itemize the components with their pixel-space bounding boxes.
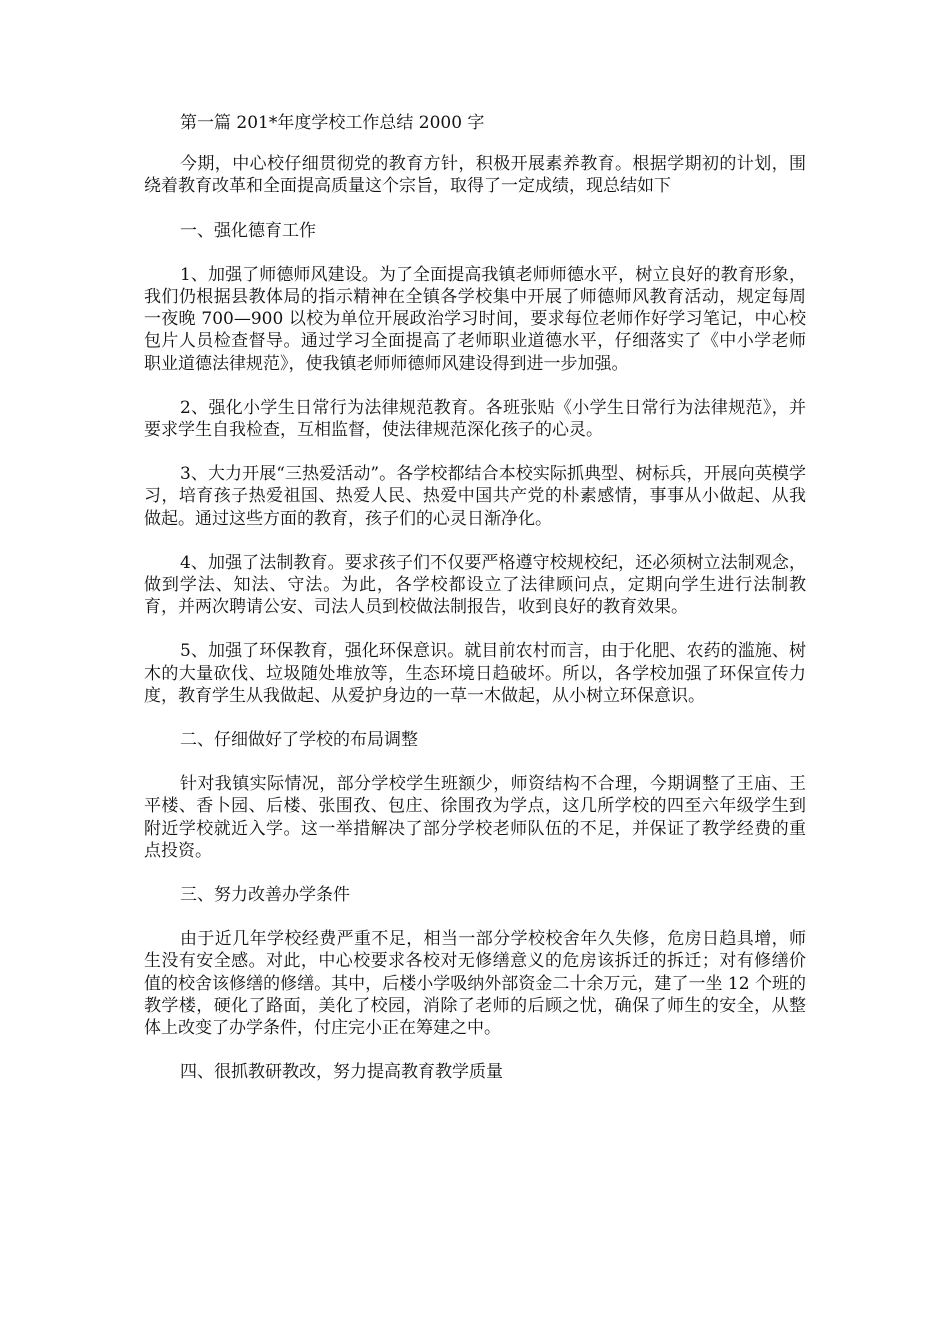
section2-body: 针对我镇实际情况，部分学校学生班额少，师资结构不合理，今期调整了王庙、王平楼、香卜园、后楼、张围孜、包庄、徐围孜为学点，这几所学校的四至六年级学生到附近学校就近入学。这一举措解决了部分学校老师队伍的不足，并保证了教学经费的重点投资。 [144,774,806,861]
section1-item-5: 5、加强了环保教育，强化环保意识。就目前农村而言，由于化肥、农药的滥施、树木的大量砍伐、垃圾随处堆放等，生态环境日趋破坏。所以，各学校加强了环保宣传力度，教育学生从我做起、从爱护身边的一草一木做起，从小树立环保意识。 [144,641,806,706]
section3-body: 由于近几年学校经费严重不足，相当一部分学校校舍年久失修，危房日趋具增，师生没有安全感。对此，中心校要求各校对无修缮意义的危房该拆迁的拆迁；对有修缮价值的校舍该修缮的修缮。其中，后楼小学吸纳外部资金二十余万元，建了一坐 12 个班的教学楼，硬化了路面，美化了校园，消除了老师的后顾之忧，确保了师生的安全，从整体上改变了办学条件，付庄完小正在筹建之中。 [144,929,806,1039]
section1-item-3: 3、大力开展“三热爱活动”。各学校都结合本校实际抓典型、树标兵，开展向英模学习，培育孩子热爱祖国、热爱人民、热爱中国共产党的朴素感情，事事从小做起、从我做起。通过这些方面的教育，孩子们的心灵日渐净化。 [144,464,806,529]
document-title: 第一篇 201*年度学校工作总结 2000 字 [180,113,485,133]
section-heading-1: 一、强化德育工作 [180,220,316,241]
section1-item-2: 2、强化小学生日常行为法律规范教育。各班张贴《小学生日常行为法律规范》，并要求学生自我检查，互相监督，使法律规范深化孩子的心灵。 [144,397,806,441]
section-heading-3: 三、努力改善办学条件 [180,885,350,906]
section1-item-1: 1、加强了师德师风建设。为了全面提高我镇老师师德水平，树立良好的教育形象，我们仍根据县教体局的指示精神在全镇各学校集中开展了师德师风教育活动，规定每周一夜晚 700—900 以校为单位开展政治学习时间，要求每位老师作好学习笔记，中心校包片人员检查督导。通过学习全面提高了老师职业道德水平，仔细落实了《中小学老师职业道德法律规范》，使我镇老师师德师风建设得到进一步加强。 [144,264,806,374]
document-body [144,112,806,1106]
intro-paragraph: 今期，中心校仔细贯彻党的教育方针，积极开展素养教育。根据学期初的计划，围绕着教育改革和全面提高质量这个宗旨，取得了一定成绩，现总结如下 [144,154,806,197]
section-heading-2: 二、仔细做好了学校的布局调整 [180,730,418,751]
section1-item-4: 4、加强了法制教育。要求孩子们不仅要严格遵守校规校纪，还必须树立法制观念，做到学法、知法、守法。为此，各学校都设立了法律顾问点，定期向学生进行法制教育，并两次聘请公安、司法人员到校做法制报告，收到良好的教育效果。 [144,552,806,618]
section-heading-4: 四、很抓教研教改，努力提高教育教学质量 [180,1062,503,1083]
